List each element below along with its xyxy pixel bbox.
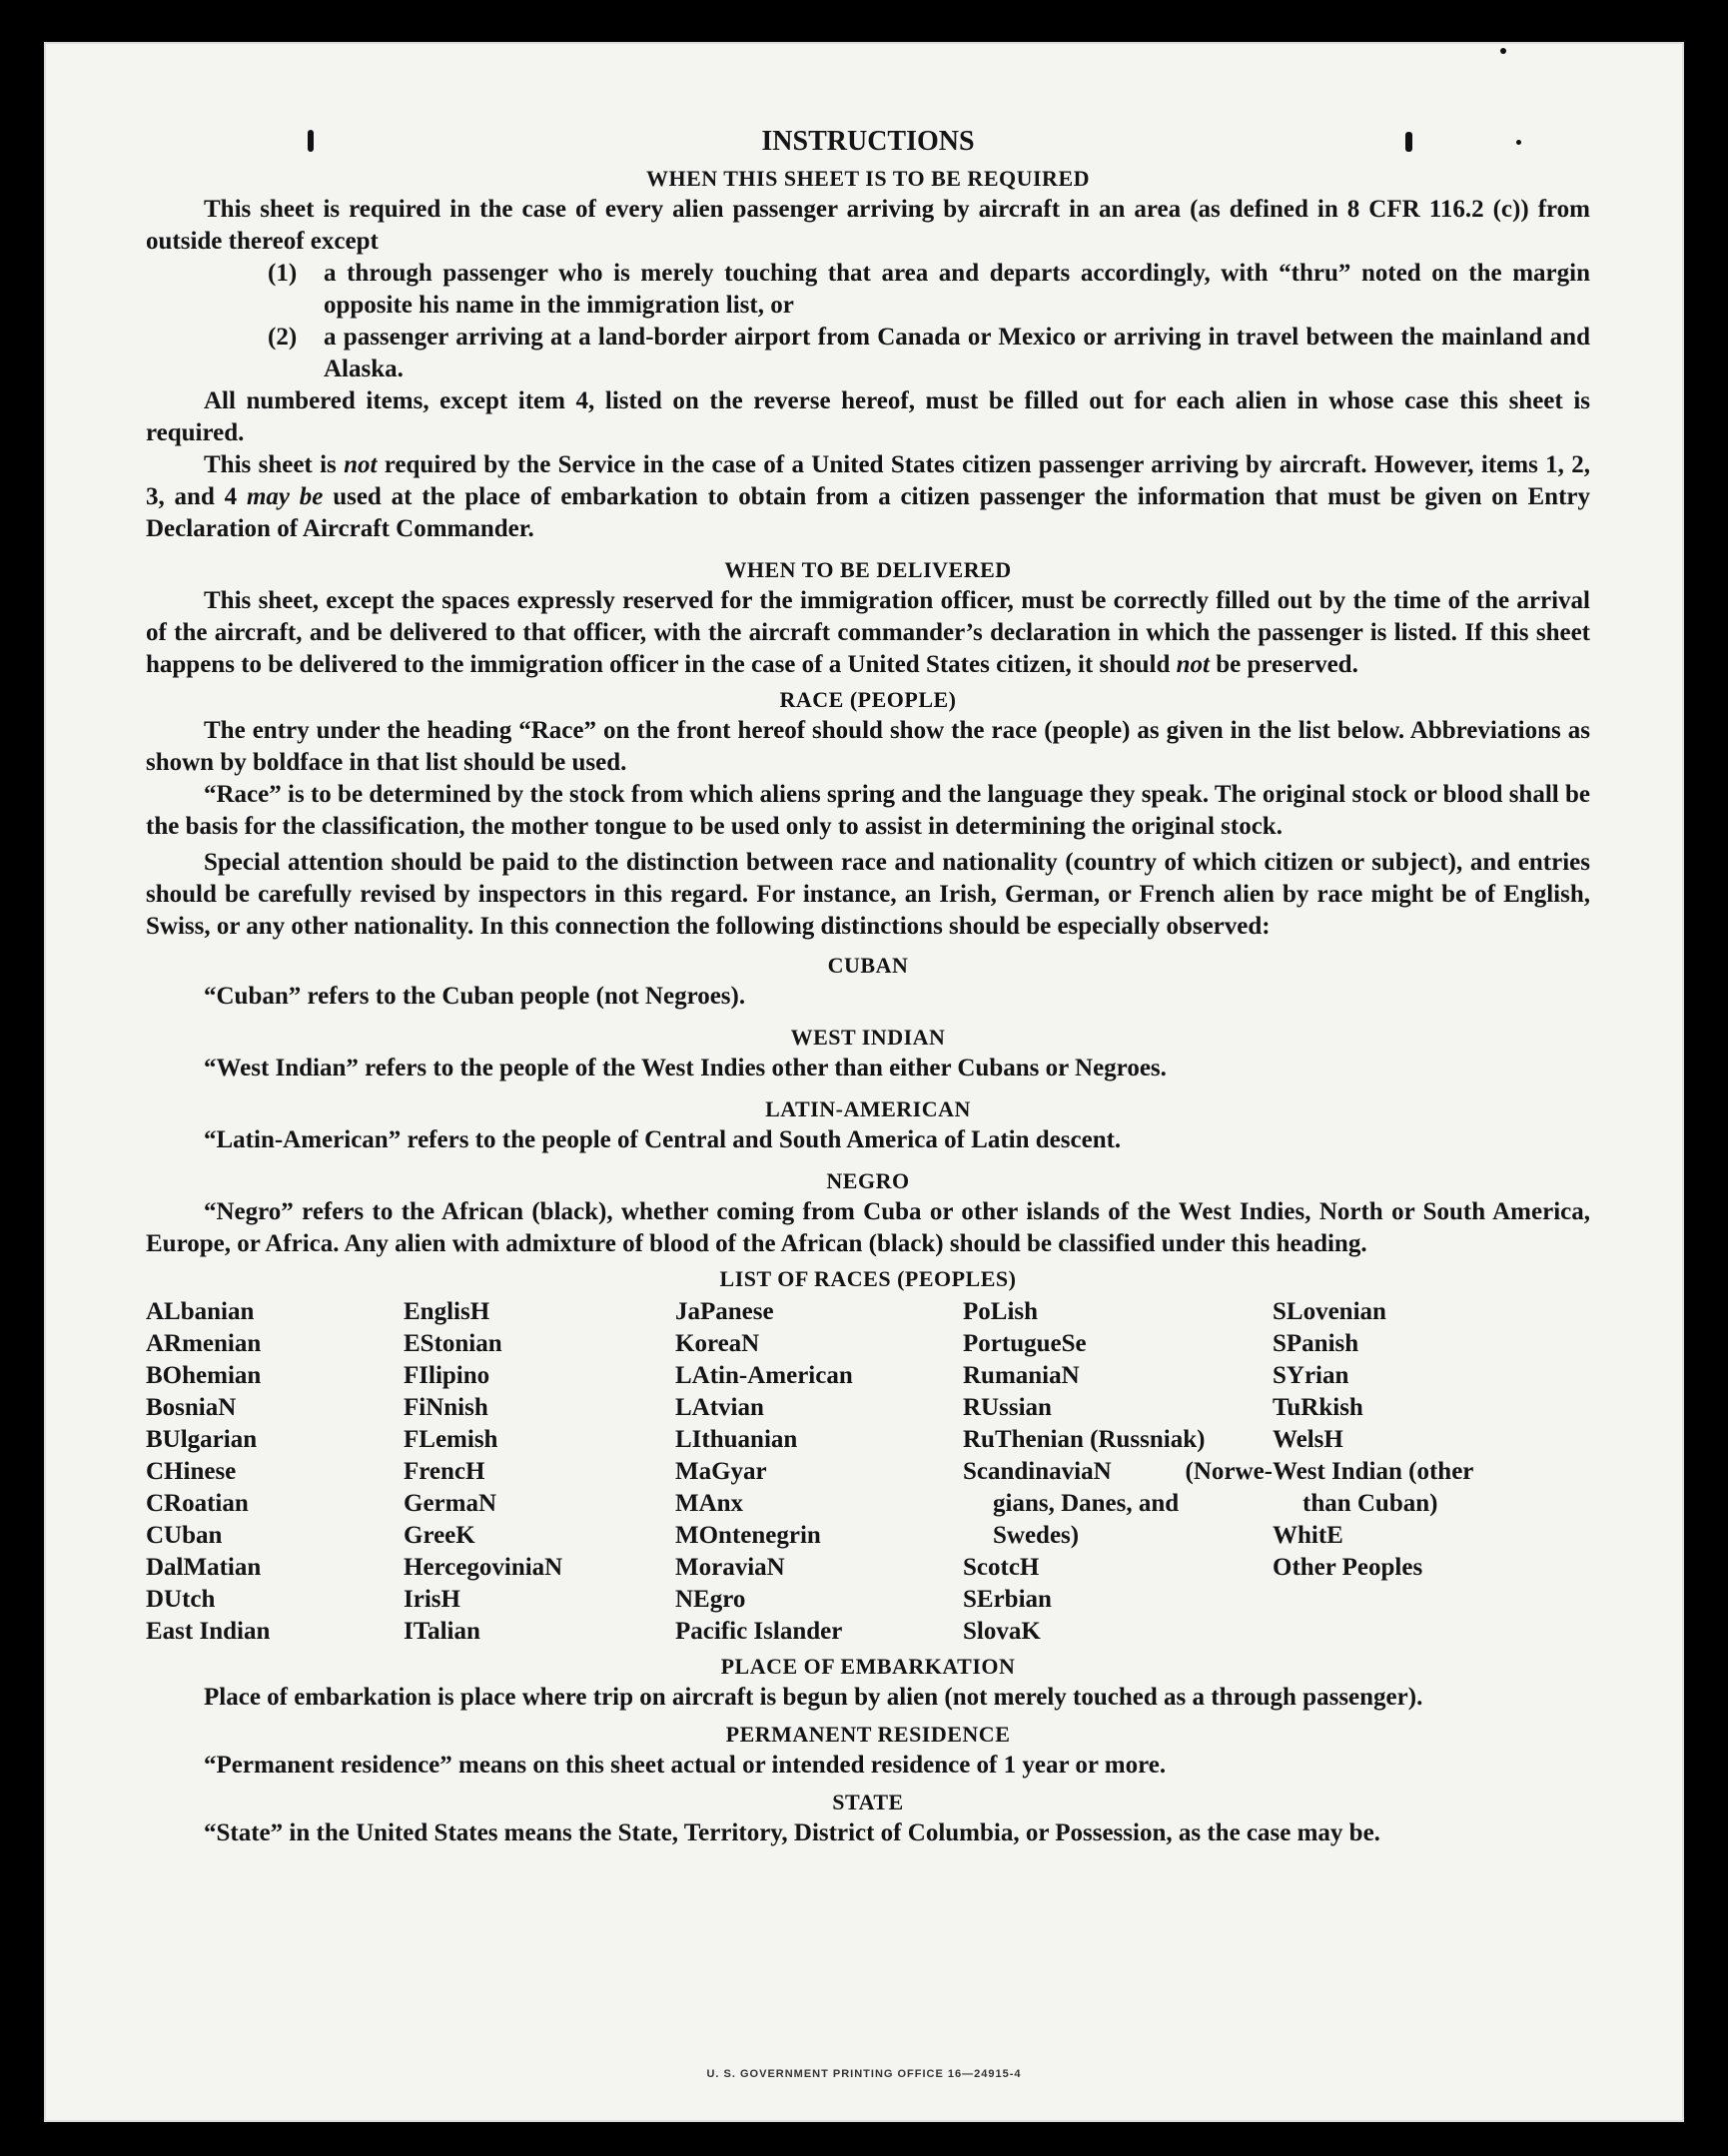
race-list-item: gians, Danes, and bbox=[993, 1490, 1180, 1517]
race-list-item: TuRkish bbox=[1273, 1394, 1363, 1421]
document-sheet bbox=[44, 42, 1684, 2122]
race-list-item: LIthuanian bbox=[675, 1426, 798, 1453]
race-list-item: RUssian bbox=[963, 1394, 1052, 1421]
negro-text: “Negro” refers to the African (black), whether coming from Cuba or other islands of the West Indies, North or South America, Europe, or Africa. Any alien with admixture of blood of the African (black) should be classified under this heading. bbox=[146, 1198, 1590, 1257]
heading-list-of-races: LIST OF RACES (PEOPLES) bbox=[719, 1266, 1017, 1291]
race-list-item: LAtin-American bbox=[675, 1362, 853, 1389]
embarkation-text: Place of embarkation is place where trip on aircraft is begun by alien (not merely touched as a through passenger). bbox=[204, 1684, 1423, 1711]
exception-item-2 bbox=[268, 322, 1590, 385]
race-list-item: MaGyar bbox=[675, 1458, 767, 1485]
race-list-item: SLovenian bbox=[1273, 1298, 1386, 1325]
exception-text: a passenger arriving at a land-border airport from Canada or Mexico or arriving in travel between the mainland and Alaska. bbox=[324, 324, 1590, 382]
race-column-4 bbox=[963, 1296, 1273, 1648]
delivered-emphasis: not bbox=[1176, 651, 1210, 678]
race-list bbox=[146, 1296, 1590, 1648]
race-list-item: ALbanian bbox=[146, 1298, 255, 1325]
race-column-3 bbox=[675, 1296, 963, 1648]
race-list-item: CHinese bbox=[146, 1458, 237, 1485]
race-list-item: ARmenian bbox=[146, 1330, 262, 1357]
race-list-item: FrencH bbox=[404, 1458, 485, 1485]
race-list-item: West Indian (other bbox=[1273, 1458, 1474, 1485]
race-list-item: WelsH bbox=[1273, 1426, 1343, 1453]
race-list-item: SlovaK bbox=[963, 1618, 1041, 1645]
race-column-2 bbox=[404, 1296, 675, 1648]
citizen-text-part: This sheet is bbox=[204, 451, 345, 478]
delivered-text-part: be preserved. bbox=[1210, 651, 1358, 678]
citizen-emphasis: not bbox=[344, 451, 378, 478]
citizen-text-part: used at the place of embarkation to obtain from a citizen passenger the information that must be given on Entry Declaration of Aircraft Commander. bbox=[146, 483, 1590, 542]
race-list-item: Pacific Islander bbox=[675, 1618, 843, 1645]
race-list-item: SErbian bbox=[963, 1586, 1052, 1613]
race-list-item: CUban bbox=[146, 1522, 223, 1549]
race-list-item: MAnx bbox=[675, 1490, 744, 1517]
heading-embarkation: PLACE OF EMBARKATION bbox=[720, 1654, 1016, 1679]
race-list-item: LAtvian bbox=[675, 1394, 764, 1421]
race-list-item: BUlgarian bbox=[146, 1426, 258, 1453]
race-column-1 bbox=[146, 1296, 404, 1648]
race-paragraph-1: The entry under the heading “Race” on the front hereof should show the race (people) as given in the list below. Abbreviations as shown by boldface in that list should be used. bbox=[146, 717, 1590, 776]
instructions-content bbox=[146, 118, 1590, 1849]
race-list-item: NEgro bbox=[675, 1586, 746, 1613]
race-list-item: MoraviaN bbox=[675, 1554, 785, 1581]
race-list-item: EStonian bbox=[404, 1330, 502, 1357]
race-list-item: Swedes) bbox=[993, 1522, 1080, 1549]
race-list-item: SYrian bbox=[1273, 1362, 1349, 1389]
corner-speck bbox=[1500, 48, 1506, 54]
latin-american-text: “Latin-American” refers to the people of Central and South America of Latin descent. bbox=[204, 1126, 1122, 1153]
race-list-item: MOntenegrin bbox=[675, 1522, 821, 1549]
race-list-item: GermaN bbox=[404, 1490, 497, 1517]
when-delivered-text bbox=[146, 585, 1590, 681]
race-list-item: FiNnish bbox=[404, 1394, 488, 1421]
heading-when-required: WHEN THIS SHEET IS TO BE REQUIRED bbox=[645, 166, 1091, 191]
citizen-emphasis: may be bbox=[246, 483, 324, 510]
heading-west-indian: WEST INDIAN bbox=[790, 1025, 946, 1050]
heading-negro: NEGRO bbox=[826, 1168, 910, 1193]
race-list-item: PortugueSe bbox=[963, 1330, 1087, 1357]
heading-latin-american: LATIN-AMERICAN bbox=[765, 1096, 971, 1121]
race-list-item: DalMatian bbox=[146, 1554, 262, 1581]
race-list-item: RumaniaN bbox=[963, 1362, 1080, 1389]
citizen-paragraph bbox=[146, 449, 1590, 545]
numbered-items-paragraph: All numbered items, except item 4, listed on the reverse hereof, must be filled out for each alien in whose case this sheet is required. bbox=[146, 387, 1590, 446]
instructions-title: INSTRUCTIONS bbox=[761, 126, 975, 157]
printing-office-footer: U. S. GOVERNMENT PRINTING OFFICE 16—24915-4 bbox=[706, 2068, 1022, 2080]
race-list-item: BOhemian bbox=[146, 1362, 262, 1389]
exception-text: a through passenger who is merely touching that area and departs accordingly, with “thru” noted on the margin opposite his name in the immigration list, or bbox=[324, 260, 1590, 319]
exception-number: (2) bbox=[268, 324, 298, 351]
state-text: “State” in the United States means the State, Territory, District of Columbia, or Possession, as the case may be. bbox=[204, 1819, 1380, 1846]
when-required-intro: This sheet is required in the case of every alien passenger arriving by aircraft in an area (as defined in 8 CFR 116.2 (c)) from outside thereof except bbox=[146, 196, 1590, 255]
heading-cuban: CUBAN bbox=[827, 953, 909, 978]
race-list-item: KoreaN bbox=[675, 1330, 760, 1357]
race-list-item: WhitE bbox=[1273, 1522, 1343, 1549]
heading-state: STATE bbox=[832, 1790, 904, 1814]
race-list-item: JaPanese bbox=[675, 1298, 774, 1325]
permanent-residence-text: “Permanent residence” means on this sheet actual or intended residence of 1 year or more. bbox=[204, 1752, 1167, 1779]
race-list-item: Other Peoples bbox=[1273, 1554, 1423, 1581]
race-list-item: ScandinaviaN (Norwe- bbox=[963, 1458, 1273, 1485]
heading-race: RACE (PEOPLE) bbox=[779, 687, 957, 712]
cuban-text: “Cuban” refers to the Cuban people (not Negroes). bbox=[204, 983, 746, 1010]
heading-when-delivered: WHEN TO BE DELIVERED bbox=[724, 557, 1012, 582]
race-list-item: FIlipino bbox=[404, 1362, 490, 1389]
race-list-item: SPanish bbox=[1273, 1330, 1359, 1357]
race-paragraph-3: Special attention should be paid to the distinction between race and nationality (country of which citizen or subject), and entries should be carefully revised by inspectors in this regard. For instance, an Irish, German, or French alien by race might be of English, Swiss, or any other nationality. In this connection the following distinctions should be especially observed: bbox=[146, 849, 1590, 940]
race-paragraph-2: “Race” is to be determined by the stock from which aliens spring and the language they speak. The original stock or blood shall be the basis for the classification, the mother tongue to be used only to assist in determining the original stock. bbox=[146, 781, 1590, 840]
race-list-item: RuThenian (Russniak) bbox=[963, 1426, 1206, 1453]
race-list-item: EnglisH bbox=[404, 1298, 490, 1325]
delivered-text-part: This sheet, except the spaces expressly reserved for the immigration officer, must be correctly filled out by the time of the arrival of the aircraft, and be delivered to that officer, with the aircraft commander’s declaration in which the passenger is listed. If this sheet happens to be delivered to the immigration officer in the case of a United States citizen, it should bbox=[146, 587, 1590, 678]
heading-permanent-residence: PERMANENT RESIDENCE bbox=[725, 1722, 1011, 1747]
race-list-item: CRoatian bbox=[146, 1490, 249, 1517]
race-list-item: East Indian bbox=[146, 1618, 271, 1645]
citizen-text-part: required by the Service in the case of a United States citizen passenger arriving by aircraft. However, items 1, 2, 3, and 4 bbox=[146, 451, 1590, 510]
race-list-item: BosniaN bbox=[146, 1394, 237, 1421]
race-list-item: ITalian bbox=[404, 1618, 480, 1645]
exception-item-1 bbox=[268, 258, 1590, 322]
race-list-item: FLemish bbox=[404, 1426, 498, 1453]
race-list-item: PoLish bbox=[963, 1298, 1039, 1325]
race-column-5 bbox=[1273, 1296, 1590, 1648]
race-list-item: DUtch bbox=[146, 1586, 216, 1613]
race-list-item: ScotcH bbox=[963, 1554, 1040, 1581]
race-list-item: HercegoviniaN bbox=[404, 1554, 563, 1581]
race-list-item: IrisH bbox=[404, 1586, 460, 1613]
race-list-item: than Cuban) bbox=[1302, 1490, 1438, 1517]
west-indian-text: “West Indian” refers to the people of the West Indies other than either Cubans or Negroes. bbox=[204, 1055, 1167, 1081]
exception-number: (1) bbox=[268, 260, 298, 287]
race-list-item: GreeK bbox=[404, 1522, 475, 1549]
